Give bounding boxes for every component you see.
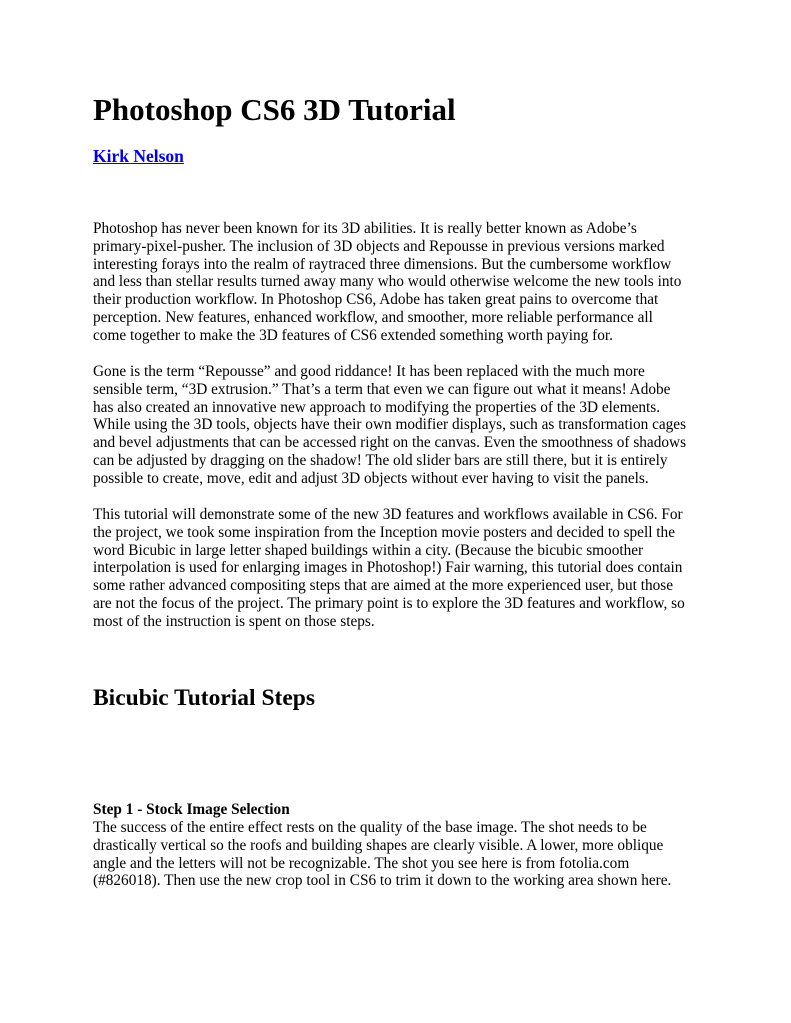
text-line: the project, we took some inspiration from the Inception movie posters and decided to spell the [93, 523, 675, 541]
text-line: their production workflow. In Photoshop CS6, Adobe has taken great pains to overcome that [93, 291, 659, 309]
text-line: are not the focus of the project. The primary point is to explore the 3D features and workflow, so [93, 594, 685, 612]
step-heading: Step 1 - Stock Image Selection [93, 801, 290, 818]
text-line: some rather advanced compositing steps that are aimed at the more experienced user, but those [93, 577, 674, 595]
step-paragraph [93, 819, 703, 890]
text-line: interesting forays into the realm of raytraced three dimensions. But the cumbersome workflow [93, 255, 672, 273]
text-line: most of the instruction is spent on those steps. [93, 612, 375, 630]
section-heading: Bicubic Tutorial Steps [93, 685, 315, 711]
text-line: angle and the letters will not be recognizable. The shot you see here is from fotolia.com [93, 854, 630, 872]
text-line: The success of the entire effect rests on the quality of the base image. The shot needs to be [93, 819, 647, 836]
intro-paragraph [93, 220, 703, 345]
project-paragraph [93, 506, 703, 631]
text-line: has also created an innovative new approach to modifying the properties of the 3D elements. [93, 398, 661, 416]
text-line: and bevel adjustments that can be accessed right on the canvas. Even the smoothness of shadows [93, 434, 687, 452]
text-line: possible to create, move, edit and adjust 3D objects without ever having to visit the panels. [93, 469, 649, 487]
text-line: sensible term, “3D extrusion.” That’s a term that even we can figure out what it means! Adobe [93, 380, 671, 398]
text-line: drastically vertical so the roofs and building shapes are clearly visible. A lower, more oblique [93, 836, 664, 854]
text-line: interpolation is used for enlarging images in Photoshop!) Fair warning, this tutorial does contain [93, 559, 683, 577]
text-line: can be adjusted by dragging on the shadow! The old slider bars are still there, but it is entirely [93, 451, 668, 469]
text-line: Photoshop has never been known for its 3D abilities. It is really better known as Adobe’s [93, 220, 637, 237]
extrusion-paragraph [93, 363, 703, 488]
text-line: and less than stellar results turned away many who would otherwise welcome the new tools into [93, 273, 682, 291]
text-line: primary-pixel-pusher. The inclusion of 3D objects and Repousse in previous versions marked [93, 237, 665, 255]
author-link[interactable]: Kirk Nelson [93, 146, 184, 166]
text-line: (#826018). Then use the new crop tool in CS6 to trim it down to the working area shown here. [93, 872, 672, 890]
text-line: come together to make the 3D features of CS6 extended something worth paying for. [93, 326, 613, 344]
text-line: perception. New features, enhanced workflow, and smoother, more reliable performance all [93, 308, 653, 326]
text-line: This tutorial will demonstrate some of the new 3D features and workflows available in CS6. For [93, 506, 683, 523]
text-line: word Bicubic in large letter shaped buildings within a city. (Because the bicubic smoother [93, 541, 644, 559]
text-line: While using the 3D tools, objects have their own modifier displays, such as transformation cages [93, 416, 687, 434]
page-title: Photoshop CS6 3D Tutorial [93, 92, 456, 127]
text-line: Gone is the term “Repousse” and good riddance! It has been replaced with the much more [93, 363, 645, 380]
